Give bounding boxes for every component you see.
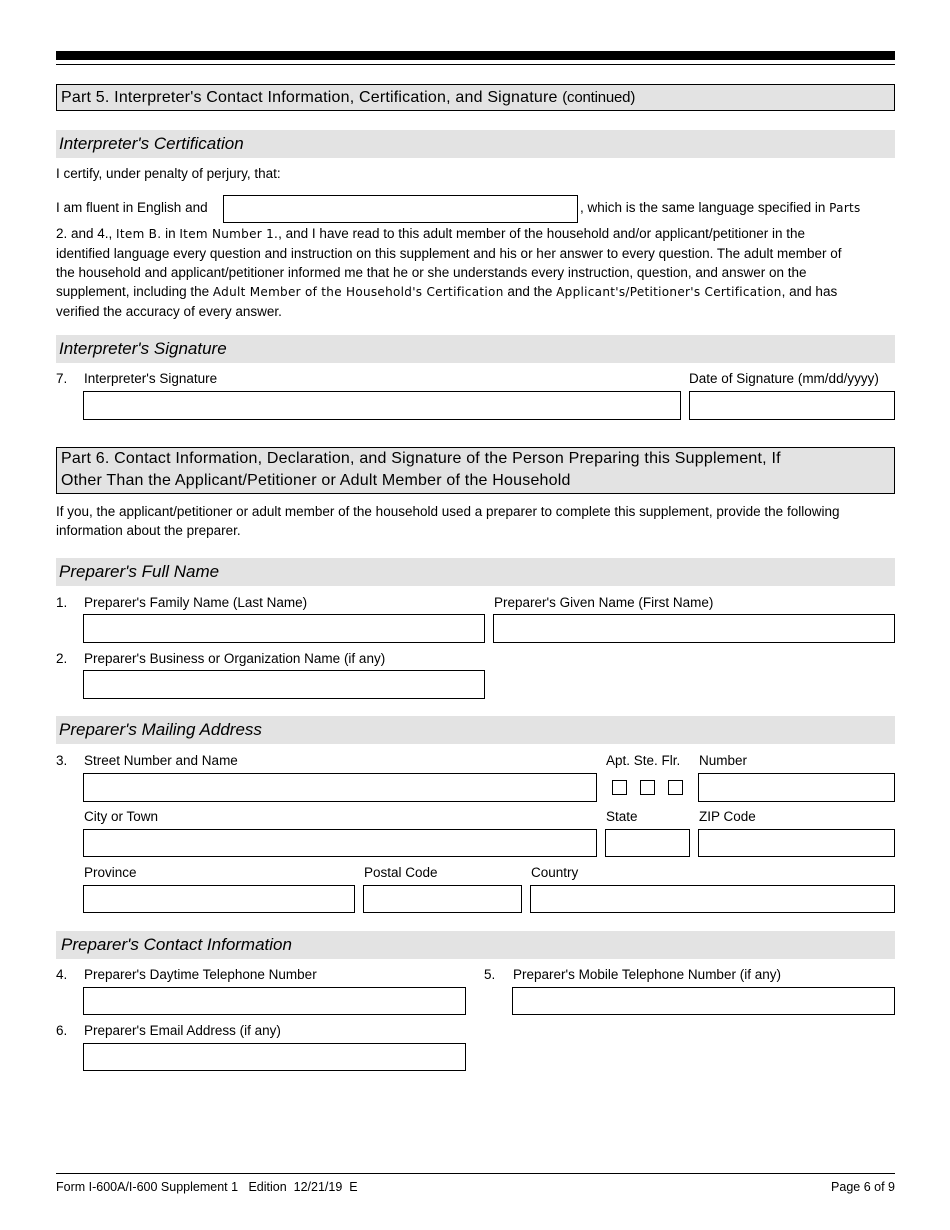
family-name-input[interactable]: [83, 614, 485, 643]
email-label: Preparer's Email Address (if any): [84, 1023, 281, 1038]
city-label: City or Town: [84, 809, 159, 824]
unit-number-input[interactable]: [698, 773, 895, 802]
preparer-contact-heading: Preparer's Contact Information: [56, 931, 895, 959]
item-4-number: 4.: [56, 967, 68, 982]
business-name-label: Preparer's Business or Organization Name (if any): [84, 651, 386, 666]
part6-intro: If you, the applicant/petitioner or adult member of the household used a preparer to complete this supplement, provide the following information about the preparer.: [56, 504, 840, 538]
mobile-phone-input[interactable]: [512, 987, 895, 1015]
preparer-mailing-address-heading: Preparer's Mailing Address: [56, 716, 895, 744]
top-thick-rule: [56, 51, 895, 60]
fluent-prefix: I am fluent in English and: [56, 200, 208, 215]
part6-title-line1: Part 6. Contact Information, Declaration, and Signature of the Person Preparing this Supplement, If: [61, 450, 781, 467]
item-7-number: 7.: [56, 371, 68, 386]
family-name-label: Preparer's Family Name (Last Name): [84, 595, 308, 610]
province-label: Province: [84, 865, 137, 880]
footer-rule: [56, 1173, 895, 1174]
item-3-number: 3.: [56, 753, 68, 768]
state-label: State: [606, 809, 638, 824]
part5-continued: (continued): [562, 89, 636, 106]
certification-text: 2. and 4., Item B. in Item Number 1., and I have read to this adult member of the household and/or applicant/petitioner in the identified language every question and instruction on this supplement and his or her answer to every question. The adult member of the household and applicant/petitioner informed me that he or she understands every instruction, question, and answer on the supplement, including the Adult Member of the Household's Certification and the Applicant's/Petitioner's Certification, and has verified the accuracy of every answer.: [56, 226, 842, 319]
preparer-full-name-heading: Preparer's Full Name: [56, 558, 895, 586]
given-name-input[interactable]: [493, 614, 895, 643]
email-input[interactable]: [83, 1043, 466, 1071]
date-of-signature-label: Date of Signature (mm/dd/yyyy): [689, 371, 879, 386]
ste-checkbox[interactable]: [640, 780, 655, 795]
date-of-signature-input[interactable]: [689, 391, 895, 420]
part6-title-line2: Other Than the Applicant/Petitioner or Adult Member of the Household: [61, 472, 571, 489]
part5-title-box: [56, 84, 895, 111]
apt-ste-flr-label: Apt. Ste. Flr.: [606, 753, 681, 768]
daytime-phone-label: Preparer's Daytime Telephone Number: [84, 967, 317, 982]
interpreter-certification-heading: Interpreter's Certification: [56, 130, 895, 158]
apt-checkbox[interactable]: [612, 780, 627, 795]
postal-code-input[interactable]: [363, 885, 522, 913]
interpreter-signature-field[interactable]: [83, 391, 681, 420]
certification-intro: I certify, under penalty of perjury, that:: [56, 166, 281, 181]
part6-title-box: [56, 447, 895, 494]
interpreter-language-input[interactable]: [223, 195, 578, 223]
zip-input[interactable]: [698, 829, 895, 857]
business-name-input[interactable]: [83, 670, 485, 699]
mobile-phone-label: Preparer's Mobile Telephone Number (if any): [513, 967, 781, 982]
part5-title: Part 5. Interpreter's Contact Information, Certification, and Signature: [61, 89, 558, 106]
province-input[interactable]: [83, 885, 355, 913]
interpreter-signature-heading: Interpreter's Signature: [56, 335, 895, 363]
interpreter-signature-label: Interpreter's Signature: [84, 371, 218, 386]
given-name-label: Preparer's Given Name (First Name): [494, 595, 714, 610]
daytime-phone-input[interactable]: [83, 987, 466, 1015]
footer-page-number: Page 6 of 9: [831, 1180, 895, 1194]
flr-checkbox[interactable]: [668, 780, 683, 795]
street-input[interactable]: [83, 773, 597, 802]
fluent-suffix: , which is the same language specified in Parts: [580, 200, 861, 215]
street-label: Street Number and Name: [84, 753, 238, 768]
unit-number-label: Number: [699, 753, 748, 768]
item-5-number: 5.: [484, 967, 496, 982]
city-input[interactable]: [83, 829, 597, 857]
zip-label: ZIP Code: [699, 809, 756, 824]
item-2-number: 2.: [56, 651, 68, 666]
postal-code-label: Postal Code: [364, 865, 438, 880]
state-select[interactable]: [605, 829, 690, 857]
item-6-number: 6.: [56, 1023, 68, 1038]
top-thin-rule: [56, 64, 895, 65]
item-1-number: 1.: [56, 595, 68, 610]
country-label: Country: [531, 865, 579, 880]
country-input[interactable]: [530, 885, 895, 913]
footer-form-id: Form I-600A/I-600 Supplement 1 Edition 12/21/19 E: [56, 1180, 358, 1194]
